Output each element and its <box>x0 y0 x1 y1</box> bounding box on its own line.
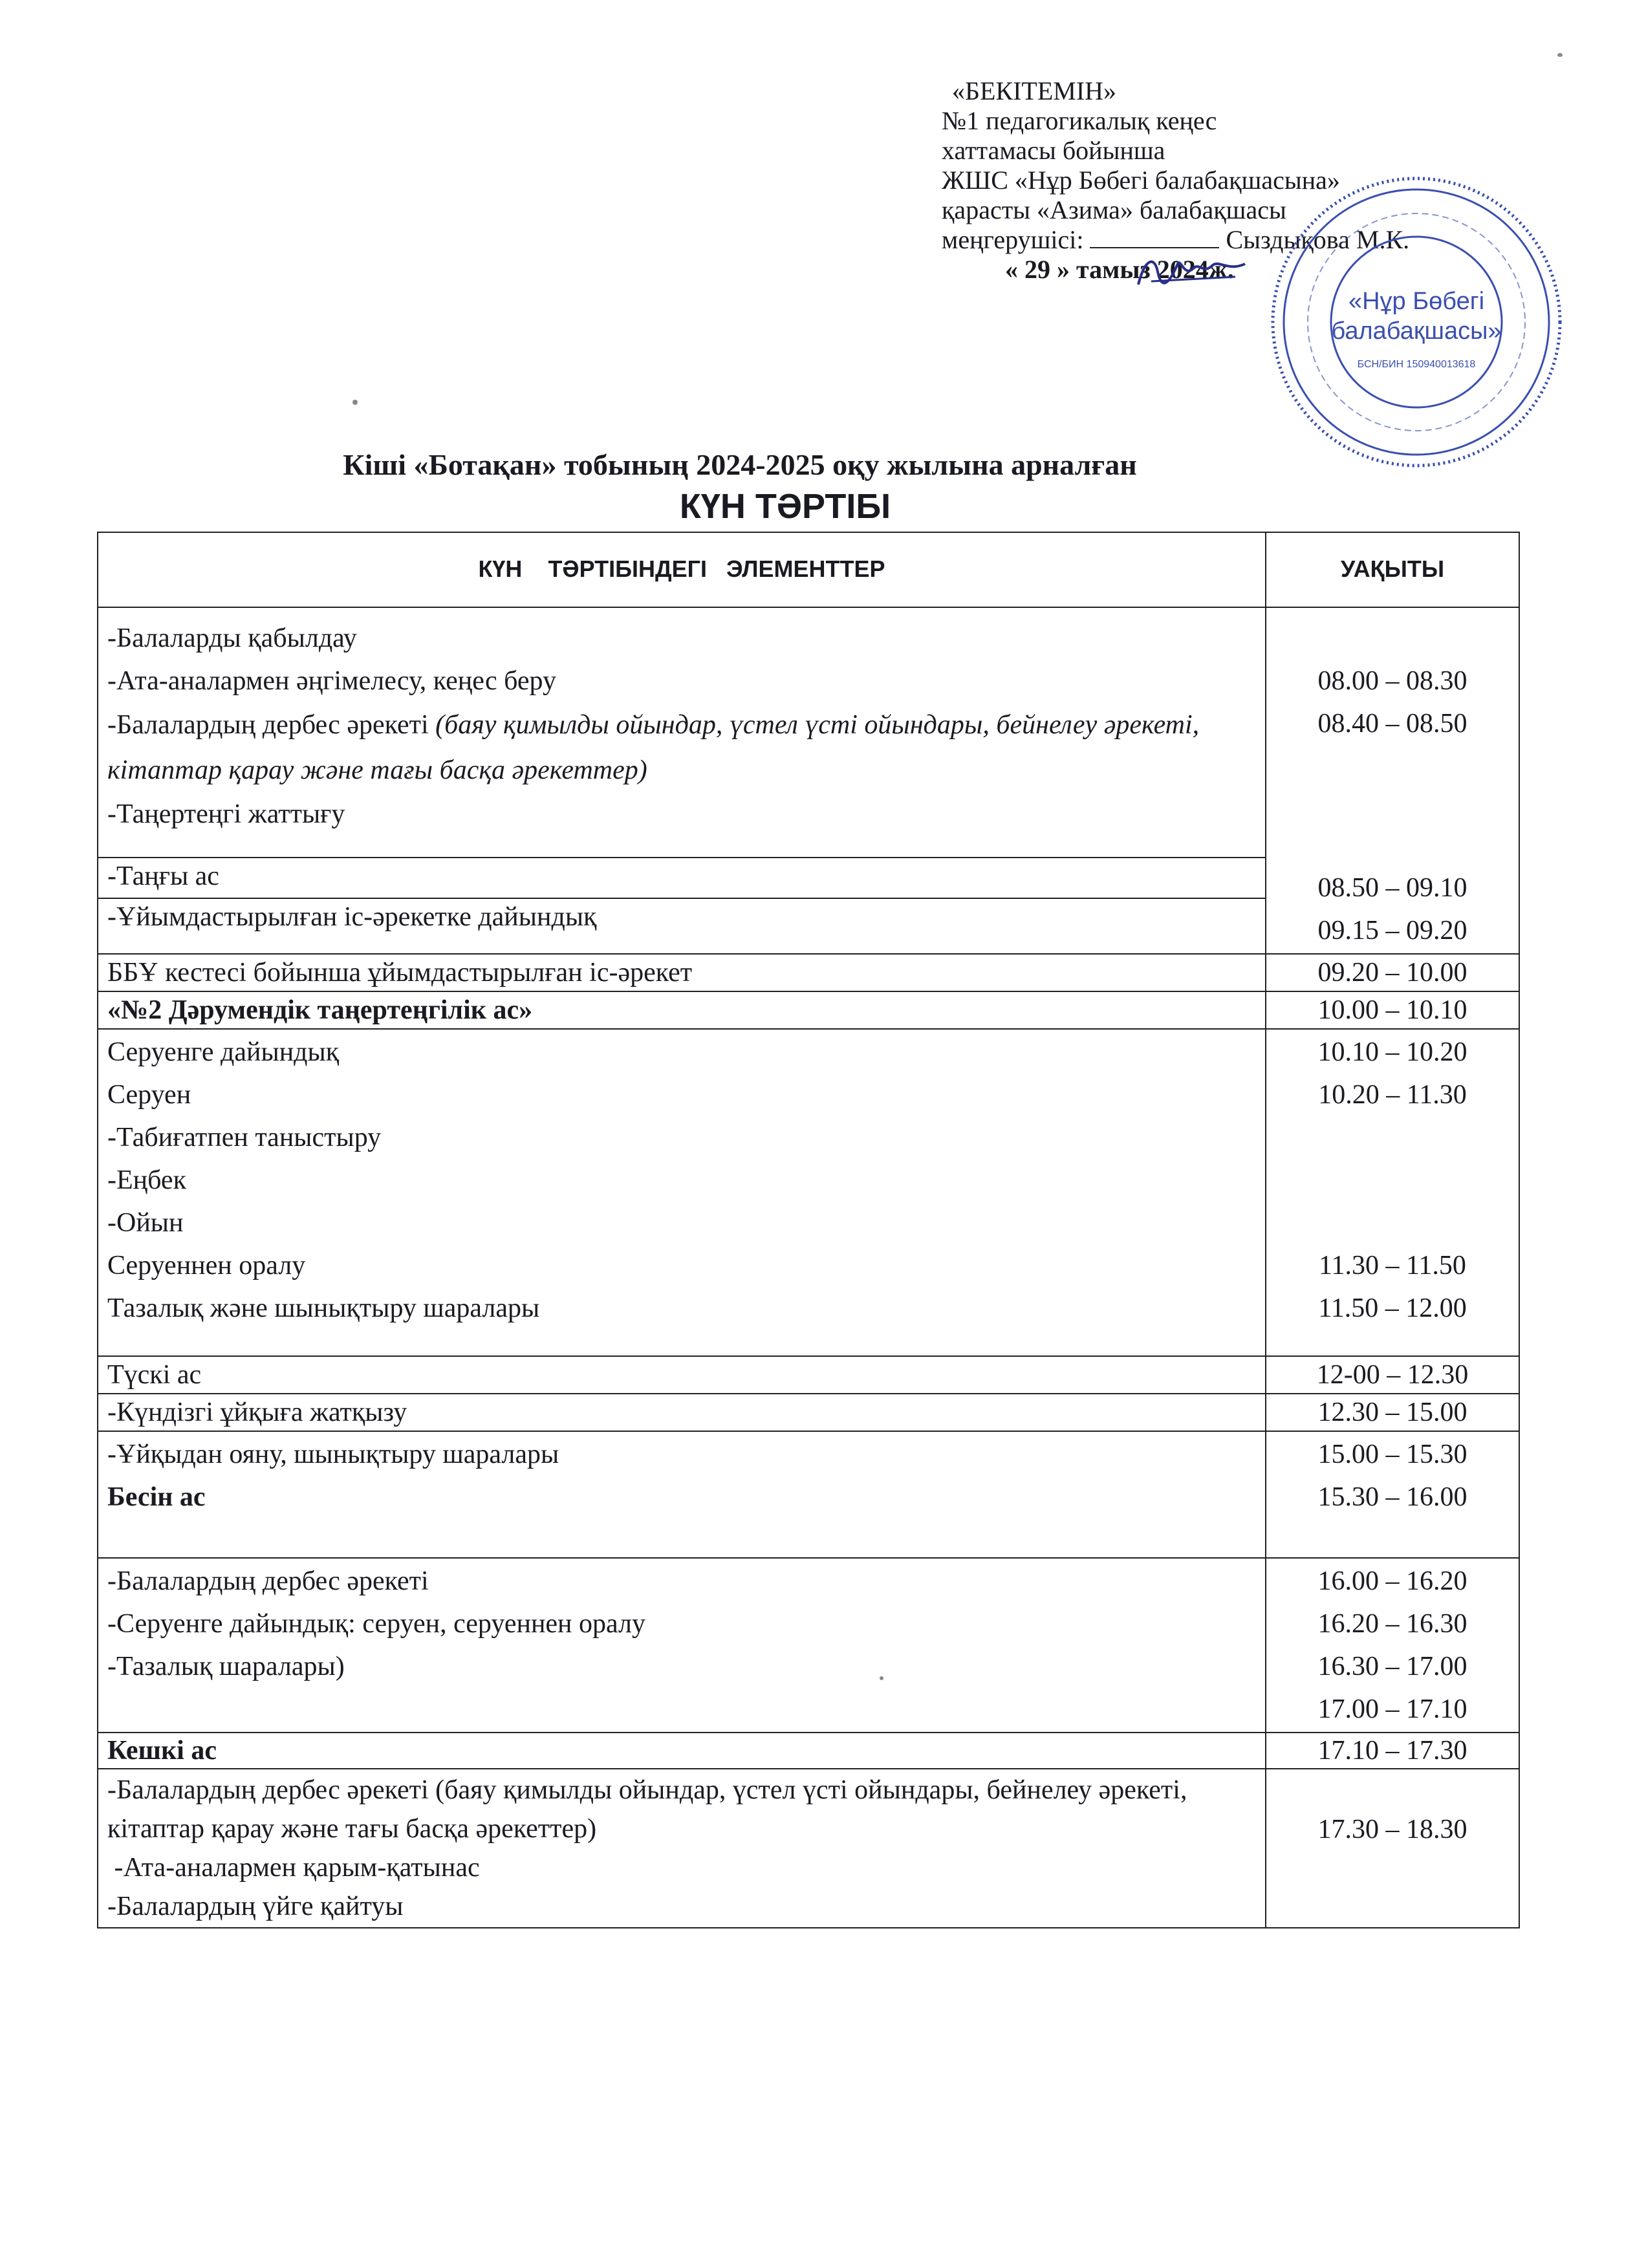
time-value: 16.20 – 16.30 <box>1317 1609 1467 1639</box>
element-line: -Ұйқыдан ояну, шынықтыру шаралары <box>107 1440 559 1469</box>
row-time <box>1266 1558 1519 1733</box>
row-time: 17.10 – 17.30 <box>1266 1733 1519 1769</box>
row-elements <box>98 607 1266 858</box>
row-elements: -Таңғы ас <box>98 858 1266 898</box>
handwritten-signature <box>1132 246 1255 297</box>
row-elements <box>98 1029 1266 1356</box>
element-line: -Табиғатпен таныстыру <box>107 1123 382 1152</box>
time-value: 16.00 – 16.20 <box>1317 1566 1467 1596</box>
time-value: 08.00 – 08.30 <box>1317 666 1467 696</box>
time-value: 15.30 – 16.00 <box>1317 1482 1467 1512</box>
row-time: 17.30 – 18.30 <box>1266 1769 1519 1928</box>
time-value: 09.15 – 09.20 <box>1317 916 1467 945</box>
table-row <box>98 1394 1519 1431</box>
element-line: -Еңбек <box>107 1165 186 1195</box>
row-time: 10.00 – 10.10 <box>1266 991 1519 1029</box>
row-time <box>1266 1431 1519 1558</box>
header-time: УАҚЫТЫ <box>1266 532 1519 607</box>
time-value: 10.10 – 10.20 <box>1317 1037 1467 1067</box>
header-elements: КҮН ТӘРТІБІНДЕГІ ЭЛЕМЕНТТЕР <box>98 532 1266 607</box>
schedule-title: КҮН ТӘРТІБІ <box>679 487 891 526</box>
time-value: 11.50 – 12.00 <box>1318 1293 1467 1323</box>
approval-role-label: меңгерушісі: <box>942 225 1084 254</box>
time-value: 11.30 – 11.50 <box>1319 1251 1466 1280</box>
element-line: Бесін ас <box>107 1482 206 1512</box>
time-value: 08.40 – 08.50 <box>1317 709 1467 739</box>
element-line: -Балалардың үйге қайтуы <box>107 1892 404 1921</box>
element-line: Серуенге дайындық <box>107 1037 340 1067</box>
time-value: 10.20 – 11.30 <box>1318 1080 1467 1110</box>
element-line: -Балалардың дербес әрекеті (баяу қимылды ойындар, үстел үсті ойындары, бейнелеу әрекеті, кітаптар қарау және тағы басқа әрекеттер) <box>107 1775 1187 1844</box>
element-line: -Серуенге дайындық: серуен, серуеннен оралу <box>107 1609 646 1639</box>
element-line: -Ойын <box>107 1208 184 1238</box>
row-elements <box>98 1769 1266 1928</box>
element-line: -Тазалық шаралары) <box>107 1652 345 1681</box>
element-line: Серуеннен оралу <box>107 1251 306 1280</box>
table-header-row <box>98 532 1519 607</box>
approval-heading: «БЕКІТЕМІН» <box>952 76 1117 105</box>
row-time: 09.20 – 10.00 <box>1266 954 1519 991</box>
stamp-bin: БСН/БИН 150940013618 <box>1357 359 1476 370</box>
row-elements: «№2 Дәрумендік таңертеңгілік ас» <box>98 991 1266 1029</box>
approval-line-4: қарасты «Азима» балабақшасы <box>942 195 1286 224</box>
table-row <box>98 607 1519 858</box>
time-value: 08.50 – 09.10 <box>1317 873 1467 903</box>
row-elements: Түскі ас <box>98 1356 1266 1394</box>
element-text: -Балалардың дербес әрекеті <box>107 710 436 740</box>
scan-speck <box>1557 53 1563 57</box>
row-elements: -Күндізгі ұйқыға жатқызу <box>98 1394 1266 1431</box>
table-row <box>98 1769 1519 1928</box>
table-row <box>98 954 1519 991</box>
spacer <box>1275 1116 1510 1244</box>
element-line <box>107 702 1256 793</box>
schedule-subtitle: Кіші «Ботақан» тобының 2024-2025 оқу жылына арналған <box>343 448 1137 481</box>
time-value: 15.00 – 15.30 <box>1317 1440 1467 1469</box>
table-row <box>98 1029 1519 1356</box>
table-row <box>98 991 1519 1029</box>
daily-schedule-table <box>97 532 1520 1928</box>
approval-line-1: №1 педагогикалық кеңес <box>942 106 1217 135</box>
approval-line-3: ЖШС «Нұр Бөбегі балабақшасына» <box>942 166 1340 195</box>
approval-director-name: Сыздықова М.К. <box>1226 225 1410 254</box>
row-time <box>1266 607 1519 954</box>
row-elements <box>98 1558 1266 1733</box>
element-line: -Ата-аналармен қарым-қатынас <box>107 1853 480 1883</box>
element-italic-note: (баяу қимылды ойындар, үстел үсті ойындары, бейнелеу әрекеті, кітаптар қарау және тағы басқа әрекеттер) <box>107 710 1200 785</box>
table-row <box>98 1356 1519 1394</box>
scan-speck <box>352 400 358 405</box>
row-time: 12-00 – 12.30 <box>1266 1356 1519 1394</box>
element-line: -Таңертеңгі жаттығу <box>107 799 345 829</box>
row-elements: -Ұйымдастырылған іс-әрекетке дайындық <box>98 898 1266 954</box>
element-line: -Балалардың дербес әрекеті <box>107 1566 429 1596</box>
approval-line-2: хаттамасы бойынша <box>942 136 1165 165</box>
element-line: -Ата-аналармен әңгімелесу, кеңес беру <box>107 666 556 696</box>
table-row <box>98 1558 1519 1733</box>
element-line: Серуен <box>107 1080 191 1110</box>
row-time: 12.30 – 15.00 <box>1266 1394 1519 1431</box>
time-value: 17.00 – 17.10 <box>1317 1694 1467 1724</box>
table-row <box>98 1733 1519 1769</box>
row-elements: ББҰ кестесі бойынша ұйымдастырылған іс-әрекет <box>98 954 1266 991</box>
element-line: Тазалық және шынықтыру шаралары <box>107 1293 540 1323</box>
row-time <box>1266 1029 1519 1356</box>
time-value: 16.30 – 17.00 <box>1317 1652 1467 1681</box>
element-line: -Балаларды қабылдау <box>107 623 357 653</box>
stamp-name-line-2: балабақшасы» <box>1331 318 1502 345</box>
stamp-name-line-1: «Нұр Бөбегі <box>1348 288 1485 315</box>
table-row <box>98 1431 1519 1558</box>
row-elements <box>98 1431 1266 1558</box>
spacer <box>1275 745 1510 867</box>
organization-stamp <box>1268 173 1565 471</box>
row-elements: Кешкі ас <box>98 1733 1266 1769</box>
approval-date: « 29 » тамыз 2024ж. <box>1005 255 1234 284</box>
